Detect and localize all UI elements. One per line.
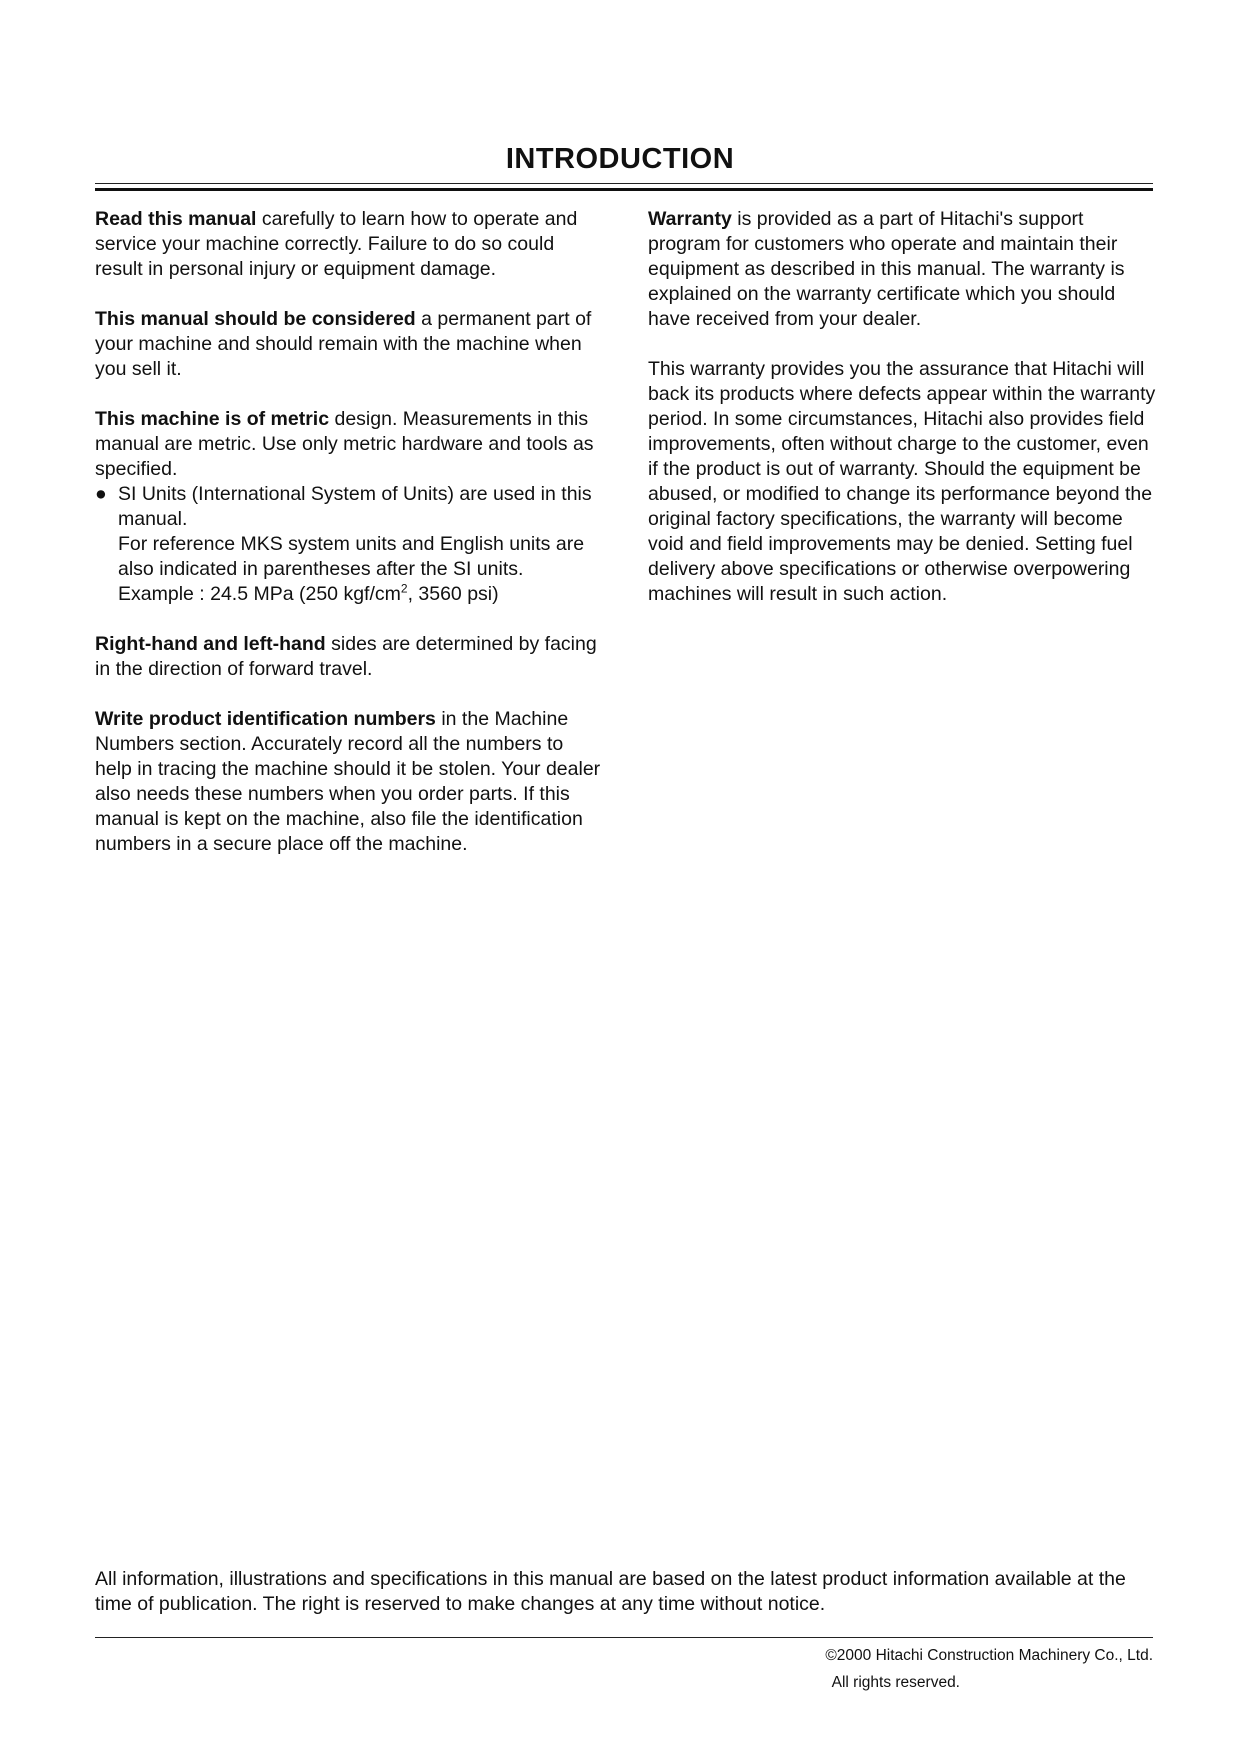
paragraph-warranty-assurance: This warranty provides you the assurance that Hitachi will back its products where defects appear within the warranty period. In some circumstances, Hitachi also provides field improvements, often without charge to the customer, even if the product is out of warranty. Should the equipment be abused, or modified to change its performance beyond the original factory specifications, the warranty will become void and field improvements may be denied. Setting fuel delivery above specifications or otherwise overpowering machines will result in such action. <box>648 358 1156 605</box>
paragraph-text: sides are determined by facing in the direction of forward travel. <box>95 633 597 680</box>
paragraph-lead: Write product identification numbers <box>95 708 436 730</box>
bullet-line-reference-units: For reference MKS system units and English units are also indicated in parentheses after the SI units. <box>118 533 585 580</box>
footer-rule <box>95 1637 1153 1638</box>
example-superscript: 2 <box>400 581 408 596</box>
left-column <box>95 207 605 882</box>
right-column <box>648 207 1160 632</box>
example-text-end: , 3560 psi) <box>407 583 499 605</box>
title-rule-thin <box>95 183 1153 184</box>
example-text: Example : 24.5 MPa (250 kgf/cm <box>118 583 401 605</box>
paragraph-text: design. Measurements in this manual are metric. Use only metric hardware and tools as specified. <box>95 408 594 480</box>
paragraph-lead: Read this manual <box>95 208 257 230</box>
paragraph-text: is provided as a part of Hitachi's support program for customers who operate and maintain their equipment as described in this manual. The warranty is explained on the warranty certificate which you should have received from your dealer. <box>648 208 1125 330</box>
bullet-line-si-units: SI Units (International System of Units) are used in this manual. <box>118 483 592 530</box>
paragraph-identification-numbers <box>95 707 605 857</box>
paragraph-permanent-part <box>95 307 605 382</box>
disclaimer-note: All information, illustrations and specifications in this manual are based on the latest product information available at the time of publication. The right is reserved to make changes at any time without notice. <box>95 1568 1126 1615</box>
paragraph-text: in the Machine Numbers section. Accurately record all the numbers to help in tracing the machine should it be stolen. Your dealer also needs these numbers when you order parts. If this manual is kept on the machine, also file the identification numbers in a secure place off the machine. <box>95 708 601 855</box>
bullet-line-example <box>118 582 605 607</box>
paragraph-warranty <box>648 207 1160 332</box>
paragraph-metric-design <box>95 407 605 607</box>
rights-reserved: All rights reserved. <box>831 1674 960 1691</box>
page-title: INTRODUCTION <box>505 143 735 175</box>
paragraph-lead: This machine is of metric <box>95 408 330 430</box>
paragraph-text: carefully to learn how to operate and service your machine correctly. Failure to do so could result in personal injury or equipment damage. <box>95 208 578 280</box>
title-rule-thick <box>95 188 1153 191</box>
paragraph-right-left-hand <box>95 632 605 682</box>
paragraph-lead: Right-hand and left-hand <box>95 633 326 655</box>
paragraph-lead: Warranty <box>648 208 732 230</box>
copyright-line: ©2000 Hitachi Construction Machinery Co., Ltd. <box>825 1647 1153 1664</box>
bullet-dot-icon: ● <box>95 483 107 505</box>
paragraph-text: a permanent part of your machine and should remain with the machine when you sell it. <box>95 308 592 380</box>
paragraph-metric-text <box>95 407 605 482</box>
paragraph-read-manual <box>95 207 605 282</box>
si-units-bullet <box>95 482 605 607</box>
paragraph-lead: This manual should be considered <box>95 308 416 330</box>
